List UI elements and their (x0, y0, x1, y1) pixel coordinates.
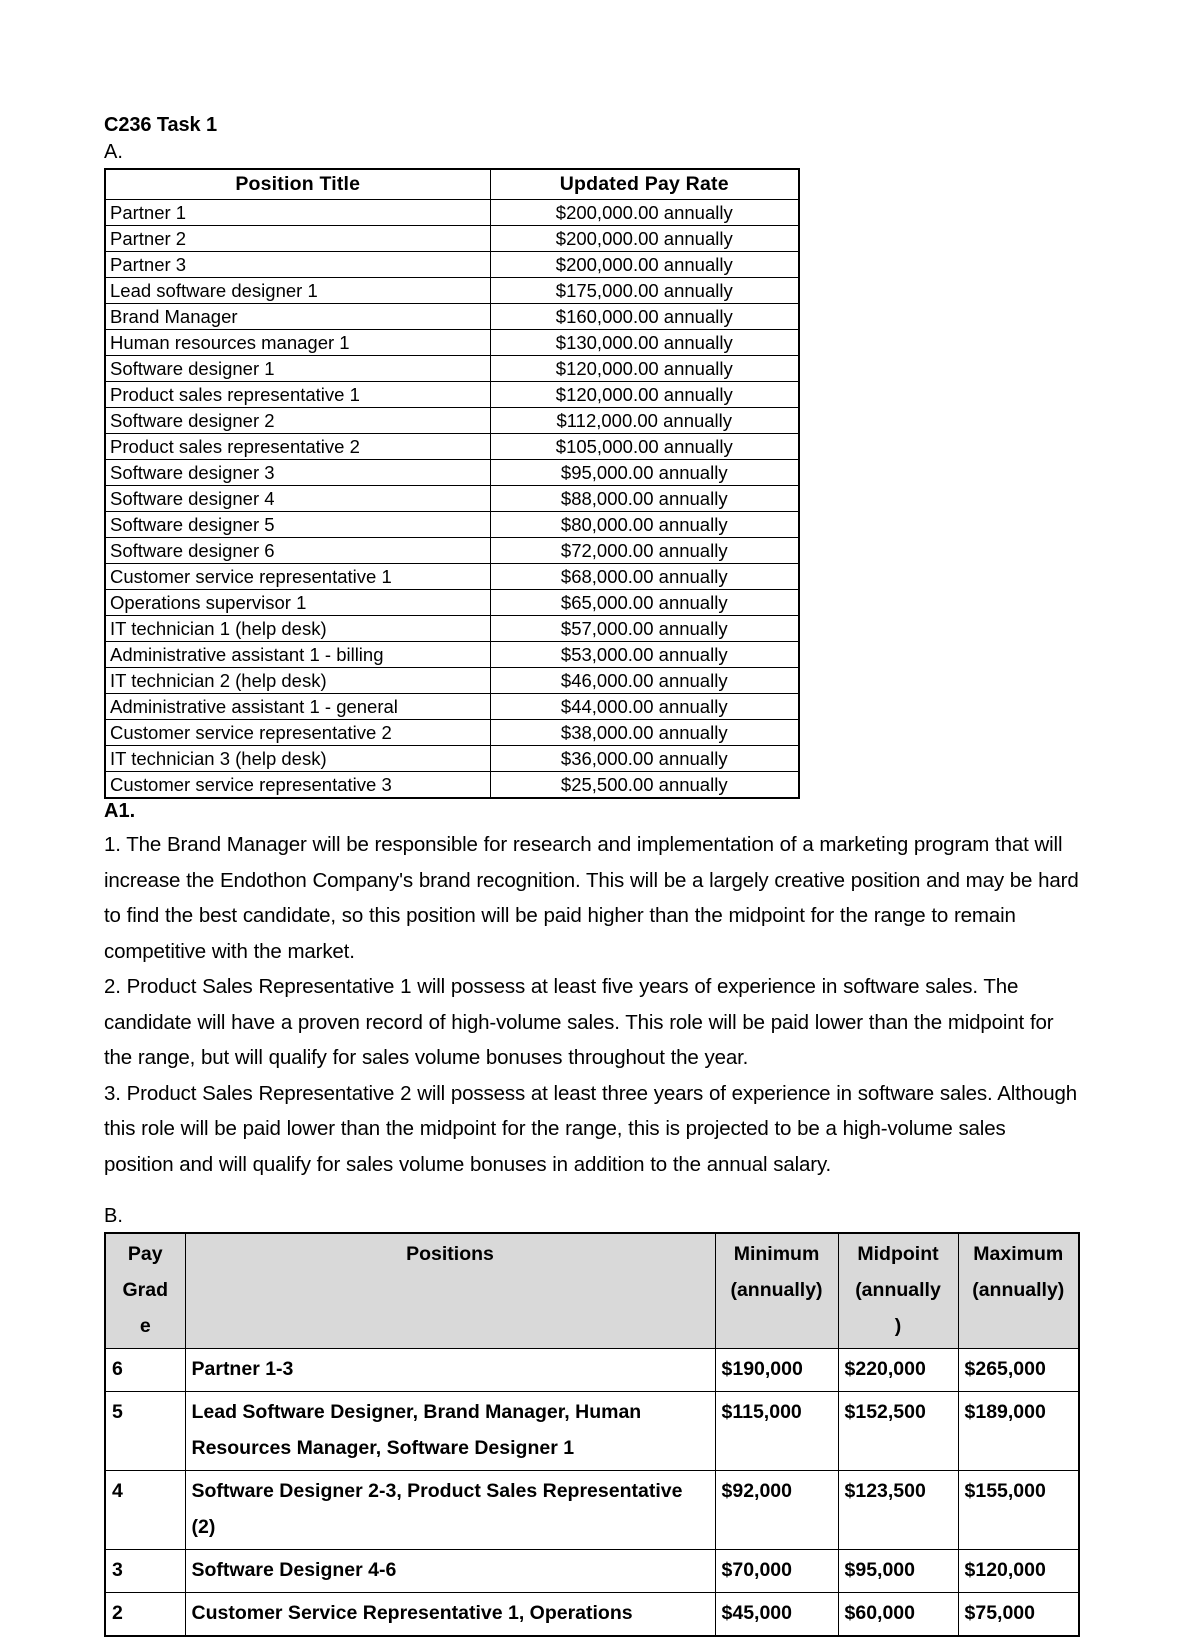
cell-midpoint: $152,500 (838, 1392, 958, 1471)
cell-updated-pay-rate: $95,000.00 annually (490, 460, 799, 486)
cell-updated-pay-rate: $120,000.00 annually (490, 356, 799, 382)
cell-position-title: Brand Manager (105, 304, 490, 330)
section-spacer (104, 1182, 1080, 1204)
table-row (105, 1349, 1079, 1392)
cell-position-title: Administrative assistant 1 - billing (105, 642, 490, 668)
table-row (105, 772, 799, 799)
cell-pay-grade: 4 (105, 1471, 185, 1550)
cell-updated-pay-rate: $72,000.00 annually (490, 538, 799, 564)
cell-pay-grade: 2 (105, 1593, 185, 1637)
cell-updated-pay-rate: $53,000.00 annually (490, 642, 799, 668)
cell-updated-pay-rate: $112,000.00 annually (490, 408, 799, 434)
table-header-row (105, 1233, 1079, 1349)
cell-maximum: $189,000 (958, 1392, 1079, 1471)
cell-pay-grade: 5 (105, 1392, 185, 1471)
cell-position-title: Software designer 6 (105, 538, 490, 564)
table-row (105, 668, 799, 694)
cell-maximum: $265,000 (958, 1349, 1079, 1392)
pay-grade-header-line-1: Pay (127, 1243, 163, 1265)
cell-updated-pay-rate: $38,000.00 annually (490, 720, 799, 746)
cell-positions: Software Designer 2-3, Product Sales Representative (2) (185, 1471, 715, 1550)
minimum-header-line-1: Minimum (733, 1243, 820, 1265)
table-row (105, 564, 799, 590)
cell-position-title: Human resources manager 1 (105, 330, 490, 356)
table-row (105, 1550, 1079, 1593)
pay-rate-table-body (105, 200, 799, 799)
table-row (105, 1593, 1079, 1637)
page-title: C236 Task 1 (104, 114, 218, 136)
table-row (105, 382, 799, 408)
section-a-label: A. (104, 141, 123, 163)
table-row (105, 1392, 1079, 1471)
table-row (105, 1471, 1079, 1550)
cell-position-title: Software designer 1 (105, 356, 490, 382)
cell-updated-pay-rate: $200,000.00 annually (490, 252, 799, 278)
maximum-header-line-1: Maximum (973, 1243, 1064, 1265)
table-row (105, 746, 799, 772)
pay-rate-table (104, 168, 800, 799)
cell-position-title: Product sales representative 2 (105, 434, 490, 460)
midpoint-header-line-3: ) (894, 1315, 902, 1337)
cell-position-title: Administrative assistant 1 - general (105, 694, 490, 720)
column-header-position-title: Position Title (105, 169, 490, 200)
cell-pay-grade: 3 (105, 1550, 185, 1593)
cell-updated-pay-rate: $200,000.00 annually (490, 226, 799, 252)
cell-updated-pay-rate: $175,000.00 annually (490, 278, 799, 304)
table-row (105, 616, 799, 642)
table-row (105, 460, 799, 486)
cell-updated-pay-rate: $130,000.00 annually (490, 330, 799, 356)
cell-updated-pay-rate: $25,500.00 annually (490, 772, 799, 799)
pay-grade-header-line-3: e (139, 1315, 151, 1337)
cell-updated-pay-rate: $80,000.00 annually (490, 512, 799, 538)
cell-midpoint: $220,000 (838, 1349, 958, 1392)
document-content (104, 112, 1080, 1637)
cell-updated-pay-rate: $160,000.00 annually (490, 304, 799, 330)
section-a1-label: A1. (104, 800, 136, 822)
table-row (105, 226, 799, 252)
column-header-positions: Positions (185, 1233, 715, 1349)
pay-grade-structure-table (104, 1232, 1080, 1637)
table-row (105, 512, 799, 538)
column-header-minimum (715, 1233, 838, 1349)
cell-updated-pay-rate: $36,000.00 annually (490, 746, 799, 772)
cell-position-title: Customer service representative 3 (105, 772, 490, 799)
pay-grade-header-line-2: Grad (122, 1279, 168, 1301)
table-row (105, 408, 799, 434)
cell-positions: Customer Service Representative 1, Operations (185, 1593, 715, 1637)
cell-position-title: Lead software designer 1 (105, 278, 490, 304)
column-header-pay-grade (105, 1233, 185, 1349)
pay-rate-table-head (105, 169, 799, 200)
cell-updated-pay-rate: $200,000.00 annually (490, 200, 799, 226)
cell-minimum: $45,000 (715, 1593, 838, 1637)
cell-updated-pay-rate: $44,000.00 annually (490, 694, 799, 720)
justification-paragraph-1: 1. The Brand Manager will be responsible for research and implementation of a marketing program that will increase the Endothon Company's brand recognition. This will be a largely creative position and may be hard to find the best candidate, so this position will be paid higher than the midpoint for the range to remain competitive with the market. (104, 833, 1079, 963)
table-row (105, 486, 799, 512)
cell-updated-pay-rate: $65,000.00 annually (490, 590, 799, 616)
column-header-maximum (958, 1233, 1079, 1349)
table-row (105, 434, 799, 460)
table-row (105, 330, 799, 356)
minimum-header-line-2: (annually) (730, 1279, 823, 1301)
cell-pay-grade: 6 (105, 1349, 185, 1392)
column-header-updated-pay-rate: Updated Pay Rate (490, 169, 799, 200)
table-row (105, 694, 799, 720)
section-b-label: B. (104, 1205, 123, 1227)
cell-minimum: $92,000 (715, 1471, 838, 1550)
pay-grade-table-body (105, 1349, 1079, 1637)
cell-minimum: $115,000 (715, 1392, 838, 1471)
cell-position-title: Customer service representative 2 (105, 720, 490, 746)
table-header-row (105, 169, 799, 200)
cell-position-title: Product sales representative 1 (105, 382, 490, 408)
cell-position-title: IT technician 1 (help desk) (105, 616, 490, 642)
cell-position-title: Customer service representative 1 (105, 564, 490, 590)
pay-grade-table-head (105, 1233, 1079, 1349)
cell-updated-pay-rate: $120,000.00 annually (490, 382, 799, 408)
cell-maximum: $75,000 (958, 1593, 1079, 1637)
cell-position-title: Software designer 2 (105, 408, 490, 434)
cell-position-title: Partner 3 (105, 252, 490, 278)
table-row (105, 200, 799, 226)
table-row (105, 538, 799, 564)
cell-minimum: $70,000 (715, 1550, 838, 1593)
cell-position-title: IT technician 3 (help desk) (105, 746, 490, 772)
cell-updated-pay-rate: $57,000.00 annually (490, 616, 799, 642)
cell-midpoint: $60,000 (838, 1593, 958, 1637)
cell-position-title: Partner 2 (105, 226, 490, 252)
cell-minimum: $190,000 (715, 1349, 838, 1392)
cell-position-title: Software designer 5 (105, 512, 490, 538)
cell-position-title: IT technician 2 (help desk) (105, 668, 490, 694)
midpoint-header-line-1: Midpoint (857, 1243, 939, 1265)
cell-updated-pay-rate: $105,000.00 annually (490, 434, 799, 460)
cell-updated-pay-rate: $88,000.00 annually (490, 486, 799, 512)
table-row (105, 304, 799, 330)
midpoint-header-line-2: (annually (855, 1279, 941, 1301)
cell-midpoint: $95,000 (838, 1550, 958, 1593)
justification-paragraph-3: 3. Product Sales Representative 2 will possess at least three years of experience in software sales. Although this role will be paid lower than the midpoint for the range, this is projected to be a high-volume sales position and will qualify for sales volume bonuses in addition to the annual salary. (104, 1081, 1077, 1176)
table-row (105, 252, 799, 278)
cell-updated-pay-rate: $68,000.00 annually (490, 564, 799, 590)
cell-positions: Software Designer 4-6 (185, 1550, 715, 1593)
column-header-midpoint (838, 1233, 958, 1349)
justification-paragraph-2: 2. Product Sales Representative 1 will possess at least five years of experience in software sales. The candidate will have a proven record of high-volume sales. This role will be paid lower than the midpoint for the range, but will qualify for sales volume bonuses throughout the year. (104, 975, 1054, 1069)
table-row (105, 356, 799, 382)
cell-position-title: Software designer 4 (105, 486, 490, 512)
cell-position-title: Operations supervisor 1 (105, 590, 490, 616)
cell-positions: Partner 1-3 (185, 1349, 715, 1392)
table-row (105, 278, 799, 304)
cell-positions: Lead Software Designer, Brand Manager, Human Resources Manager, Software Designer 1 (185, 1392, 715, 1471)
table-row (105, 642, 799, 668)
cell-position-title: Partner 1 (105, 200, 490, 226)
cell-midpoint: $123,500 (838, 1471, 958, 1550)
maximum-header-line-2: (annually) (972, 1279, 1065, 1301)
cell-maximum: $155,000 (958, 1471, 1079, 1550)
table-row (105, 590, 799, 616)
cell-maximum: $120,000 (958, 1550, 1079, 1593)
cell-updated-pay-rate: $46,000.00 annually (490, 668, 799, 694)
cell-position-title: Software designer 3 (105, 460, 490, 486)
table-row (105, 720, 799, 746)
